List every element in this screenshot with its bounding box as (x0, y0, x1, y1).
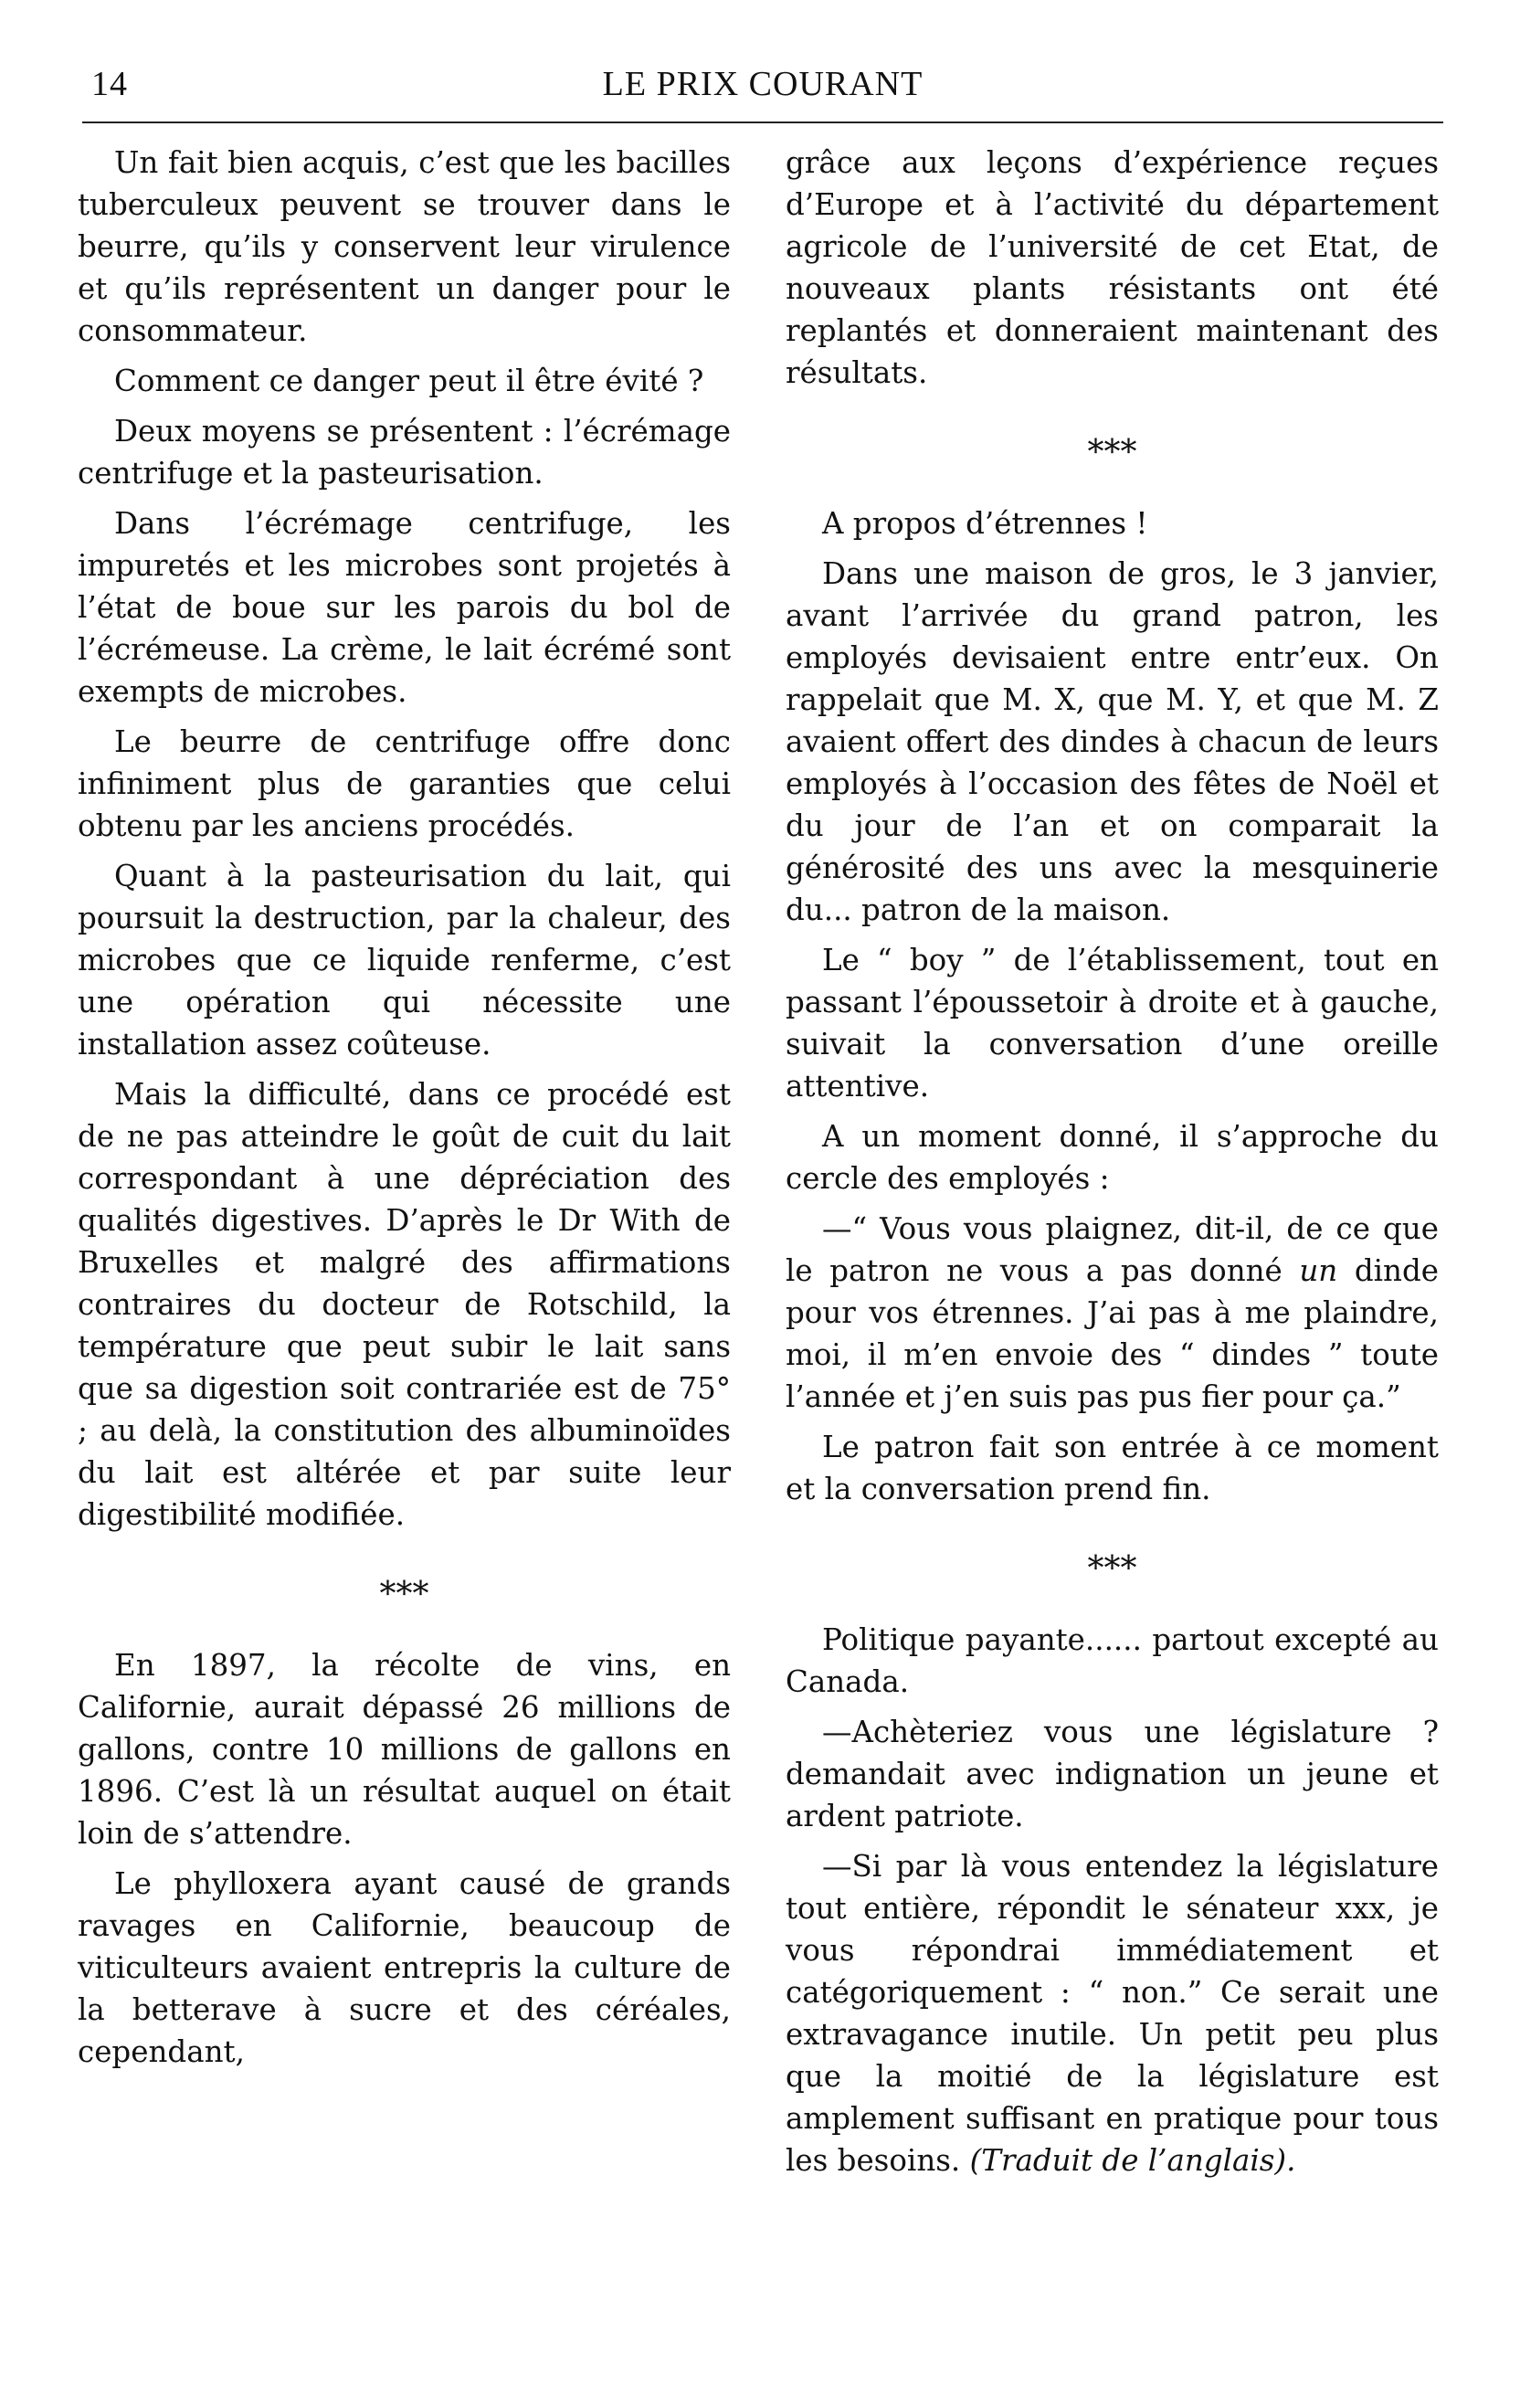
quote-text: dinde pour vos étrennes. J’ai pas à me plaindre, moi, il m’en envoie des “ dindes ” toute l’année et j’en suis pas pus fier pour ça.” (786, 1253, 1439, 1414)
paragraph: Le patron fait son entrée à ce moment et la conversation prend fin. (786, 1430, 1439, 1506)
page-number: 14 (91, 65, 128, 103)
section-separator: *** (1087, 1549, 1137, 1588)
section-heading: A propos d’étrennes ! (822, 506, 1148, 541)
right-column (786, 142, 1439, 2190)
paragraph: Le phylloxera ayant causé de grands ravages en Californie, beaucoup de viticulteurs avaient entrepris la culture de la betterave à sucre et des céréales, cependant, (78, 1866, 731, 2069)
paragraph: —Achèteriez vous une législature ? demandait avec indignation un jeune et ardent patriote. (786, 1715, 1439, 1833)
paragraph: Comment ce danger peut il être évité ? (114, 364, 704, 398)
quote-paragraph (786, 1208, 1439, 1418)
paragraph: Le “ boy ” de l’établissement, tout en passant l’époussetoir à droite et à gauche, suivait la conversation d’une oreille attentive. (786, 943, 1439, 1104)
quote-text: —“ Vous vous plaignez, dit-il, de ce que le patron ne vous a pas donné (786, 1211, 1439, 1288)
paragraph: Un fait bien acquis, c’est que les bacilles tuberculeux peuvent se trouver dans le beurre, qu’ils y conservent leur virulence et qu’ils représentent un danger pour le consommateur. (78, 145, 731, 348)
section-separator: *** (379, 1575, 429, 1613)
running-title: LE PRIX COURANT (602, 65, 924, 103)
paragraph: Dans l’écrémage centrifuge, les impuretés et les microbes sont projetés à l’état de boue sur les parois du bol de l’écrémeuse. La crème, le lait écrémé sont exempts de microbes. (78, 506, 731, 709)
page-header (82, 64, 1443, 110)
section-separator: *** (1087, 433, 1137, 471)
paragraph: Mais la difficulté, dans ce procédé est de ne pas atteindre le goût de cuit du lait correspondant à une dépréciation des qualités digestives. D’après le Dr With de Bruxelles et malgré des affirmations contraires du docteur de Rotschild, la température que peut subir le lait sans que sa digestion soit contrariée est de 75° ; au delà, la constitution des albuminoïdes du lait est altérée et par suite leur digestibilité modifiée. (78, 1077, 731, 1532)
paragraph: Le beurre de centrifuge offre donc infiniment plus de garanties que celui obtenu par les anciens procédés. (78, 724, 731, 843)
paragraph: grâce aux leçons d’expérience reçues d’Europe et à l’activité du département agricole de l’université de cet Etat, de nouveaux plants résistants ont été replantés et donneraient maintenant des résultats. (786, 145, 1439, 390)
paragraph: Dans une maison de gros, le 3 janvier, avant l’arrivée du grand patron, les employés devisaient entre entr’eux. On rappelait que M. X, que M. Y, et que M. Z avaient offert des dindes à chacun de leurs employés à l’occasion des fêtes de Noël et du jour de l’an et on comparait la générosité des uns avec la mesquinerie du... patron de la maison. (786, 556, 1439, 927)
header-rule (82, 121, 1443, 123)
quote-emphasis: un (1299, 1253, 1338, 1288)
paragraph: En 1897, la récolte de vins, en Californie, aurait dépassé 26 millions de gallons, contre 10 millions de gallons en 1896. C’est là un résultat auquel on était loin de s’attendre. (78, 1648, 731, 1851)
paragraph: Quant à la pasteurisation du lait, qui poursuit la destruction, par la chaleur, des microbes que ce liquide renferme, c’est une opération qui nécessite une installation assez coûteuse. (78, 859, 731, 1061)
closing-text: —Si par là vous entendez la législature tout entière, répondit le sénateur xxx, je vous répondrai immédiatement et catégoriquement : “ non.” Ce serait une extravagance inutile. Un petit peu plus que la moitié de la législature est amplement suffisant en pratique pour tous les besoins. (786, 1849, 1439, 2178)
section-heading: Politique payante...... partout excepté au Canada. (786, 1622, 1439, 1699)
paragraph: A un moment donné, il s’approche du cercle des employés : (786, 1119, 1439, 1196)
left-column (78, 142, 731, 2081)
paragraph: Deux moyens se présentent : l’écrémage centrifuge et la pasteurisation. (78, 414, 731, 491)
closing-paragraph (786, 1845, 1439, 2181)
translation-credit: (Traduit de l’anglais). (969, 2143, 1296, 2178)
